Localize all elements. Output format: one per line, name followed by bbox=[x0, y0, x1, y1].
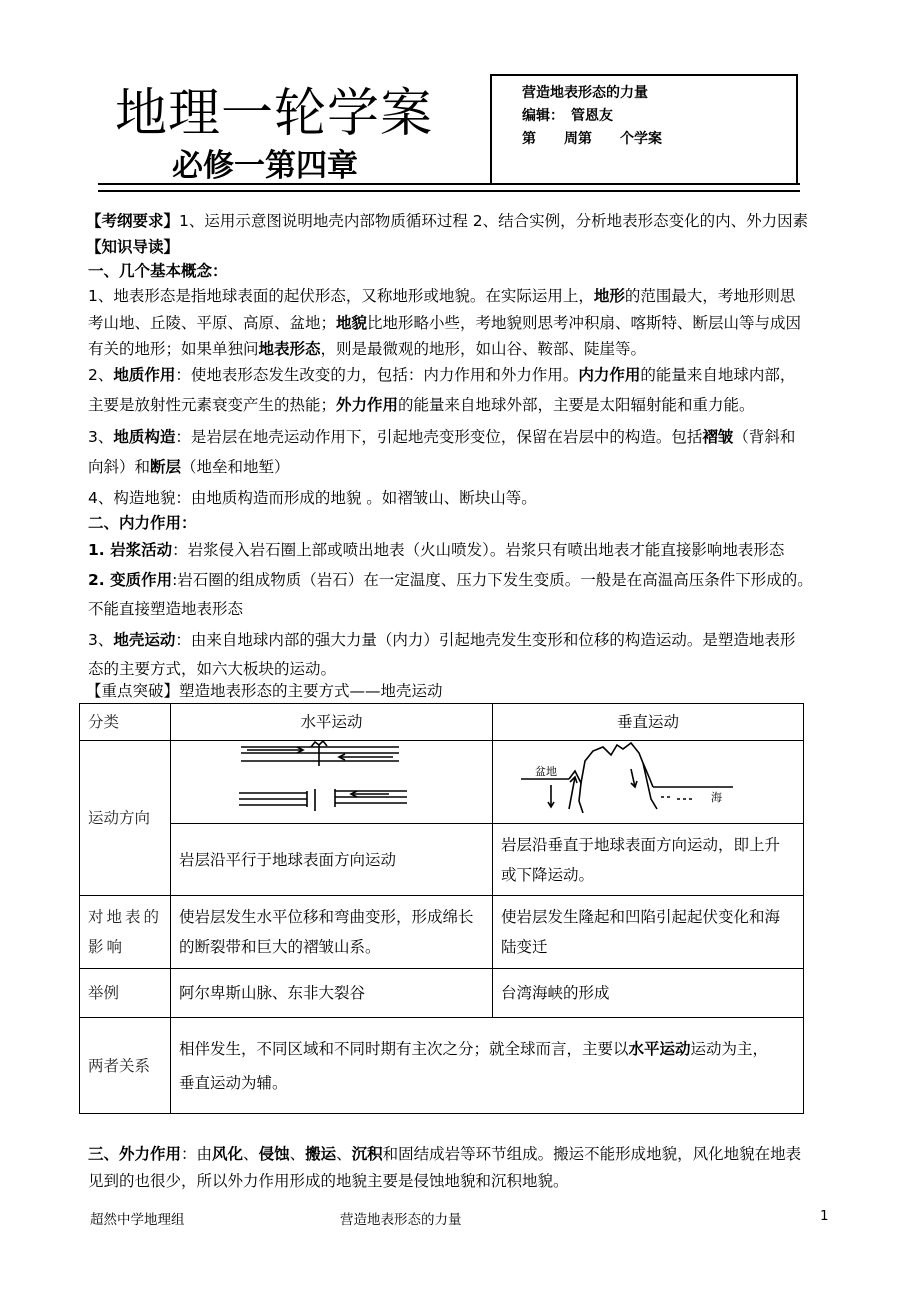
table-row-direction-text bbox=[80, 824, 804, 896]
table-row-impact bbox=[80, 896, 804, 969]
paragraph-3: 3、地质构造：是岩层在地壳运动作用下，引起地壳变形变位，保留在岩层中的构造。包括褶皱（背斜和 向斜）和断层（地垒和地堑） bbox=[88, 428, 796, 476]
example-horizontal: 阿尔卑斯山脉、东非大裂谷 bbox=[171, 969, 493, 1018]
vertical-movement-diagram bbox=[493, 741, 804, 813]
direction-vertical: 岩层沿垂直于地球表面方向运动，即上升或下降运动。 bbox=[493, 824, 804, 896]
section-3-external-forces: 三、外力作用：由风化、侵蚀、搬运、沉积和固结成岩等环节组成。搬运不能形成地貌，风化地貌在地表 见到的也很少，所以外力作用形成的地貌主要是侵蚀地貌和沉积地貌。 bbox=[88, 1145, 802, 1190]
footer-page-number: 1 bbox=[820, 1208, 829, 1224]
table-row-example bbox=[80, 969, 804, 1018]
header-info-box bbox=[490, 74, 798, 185]
direction-horizontal: 岩层沿平行于地球表面方向运动 bbox=[171, 824, 493, 896]
row-label-direction: 运动方向 bbox=[80, 741, 171, 896]
paragraph-2: 2、地质作用：使地表形态发生改变的力，包括：内力作用和外力作用。内力作用的能量来自地球内部， 主要是放射性元素衰变产生的热能；外力作用的能量来自地球外部，主要是太阳辐射能和重力能。 bbox=[88, 366, 796, 414]
row-label-relationship: 两者关系 bbox=[80, 1018, 171, 1114]
paragraph-metamorphism: 2. 变质作用:岩石圈的组成物质（岩石）在一定温度、压力下发生变质。一般是在高温高压条件下形成的。 不能直接塑造地表形态 bbox=[88, 571, 813, 618]
paragraph-crustal-movement: 3、地壳运动：由来自地球内部的强大力量（内力）引起地壳发生变形和位移的构造运动。是塑造地表形 态的主要方式，如六大板块的运动。 bbox=[88, 631, 796, 678]
vertical-diagram-cell bbox=[493, 741, 804, 824]
example-vertical: 台湾海峡的形成 bbox=[493, 969, 804, 1018]
impact-horizontal: 使岩层发生水平位移和弯曲变形，形成绵长的断裂带和巨大的褶皱山系。 bbox=[171, 896, 493, 969]
requirements-label: 【考纲要求】 bbox=[86, 212, 180, 230]
table-header-row bbox=[80, 704, 804, 741]
header-horizontal: 水平运动 bbox=[171, 704, 493, 741]
requirements-text: 1、运用示意图说明地壳内部物质循环过程 2、结合实例，分析地表形态变化的内、外力因素 bbox=[179, 212, 809, 230]
crustal-movement-table bbox=[79, 703, 804, 1114]
knowledge-guide-label: 【知识导读】 bbox=[86, 238, 180, 256]
impact-vertical: 使岩层发生隆起和凹陷引起起伏变化和海陆变迁 bbox=[493, 896, 804, 969]
diagram-sea-label: 海 bbox=[711, 791, 722, 804]
table-row-direction-diagrams bbox=[80, 741, 804, 824]
section-2-title: 二、内力作用： bbox=[88, 514, 197, 532]
section-1-title: 一、几个基本概念： bbox=[88, 262, 228, 280]
info-week: 第 周第 个学案 bbox=[522, 131, 662, 147]
paragraph-4: 4、构造地貌：由地质构造而形成的地貌 。如褶皱山、断块山等。 bbox=[88, 489, 537, 507]
exam-requirements bbox=[86, 208, 836, 234]
footer-school: 超然中学地理组 bbox=[90, 1212, 185, 1228]
row-label-example: 举例 bbox=[80, 969, 171, 1018]
table-row-relationship bbox=[80, 1018, 804, 1114]
paragraph-magma: 1. 岩浆活动：岩浆侵入岩石圈上部或喷出地表（火山喷发）。岩浆只有喷出地表才能直接影响地表形态 bbox=[88, 541, 785, 559]
horizontal-diagram-cell bbox=[171, 741, 493, 824]
row-label-impact: 对地表的影响 bbox=[80, 896, 171, 969]
info-editor: 编辑： 管恩友 bbox=[522, 108, 613, 124]
horizontal-movement-diagram bbox=[171, 741, 493, 813]
page-title: 地理一轮学案 bbox=[115, 84, 434, 144]
relationship-text: 相伴发生，不同区域和不同时期有主次之分；就全球而言，主要以水平运动运动为主， 垂直运动为辅。 bbox=[171, 1018, 804, 1114]
diagram-basin-label: 盆地 bbox=[535, 765, 557, 778]
header-category: 分类 bbox=[80, 704, 171, 741]
header-vertical: 垂直运动 bbox=[493, 704, 804, 741]
footer-topic: 营造地表形态的力量 bbox=[340, 1212, 462, 1228]
page-subtitle: 必修一第四章 bbox=[172, 148, 358, 184]
info-topic: 营造地表形态的力量 bbox=[522, 85, 648, 101]
key-point-heading: 【重点突破】塑造地表形态的主要方式——地壳运动 bbox=[86, 682, 443, 700]
paragraph-1: 1、地表形态是指地球表面的起伏形态，又称地形或地貌。在实际运用上，地形的范围最大，考地形则思 考山地、丘陵、平原、高原、盆地；地貌比地形略小些，考地貌则思考冲积扇、喀斯特、断层山等与成因 有关的地形；如果单独问地表形态，则是最微观的地形，如山谷、鞍部、陡崖等。 bbox=[88, 287, 802, 358]
